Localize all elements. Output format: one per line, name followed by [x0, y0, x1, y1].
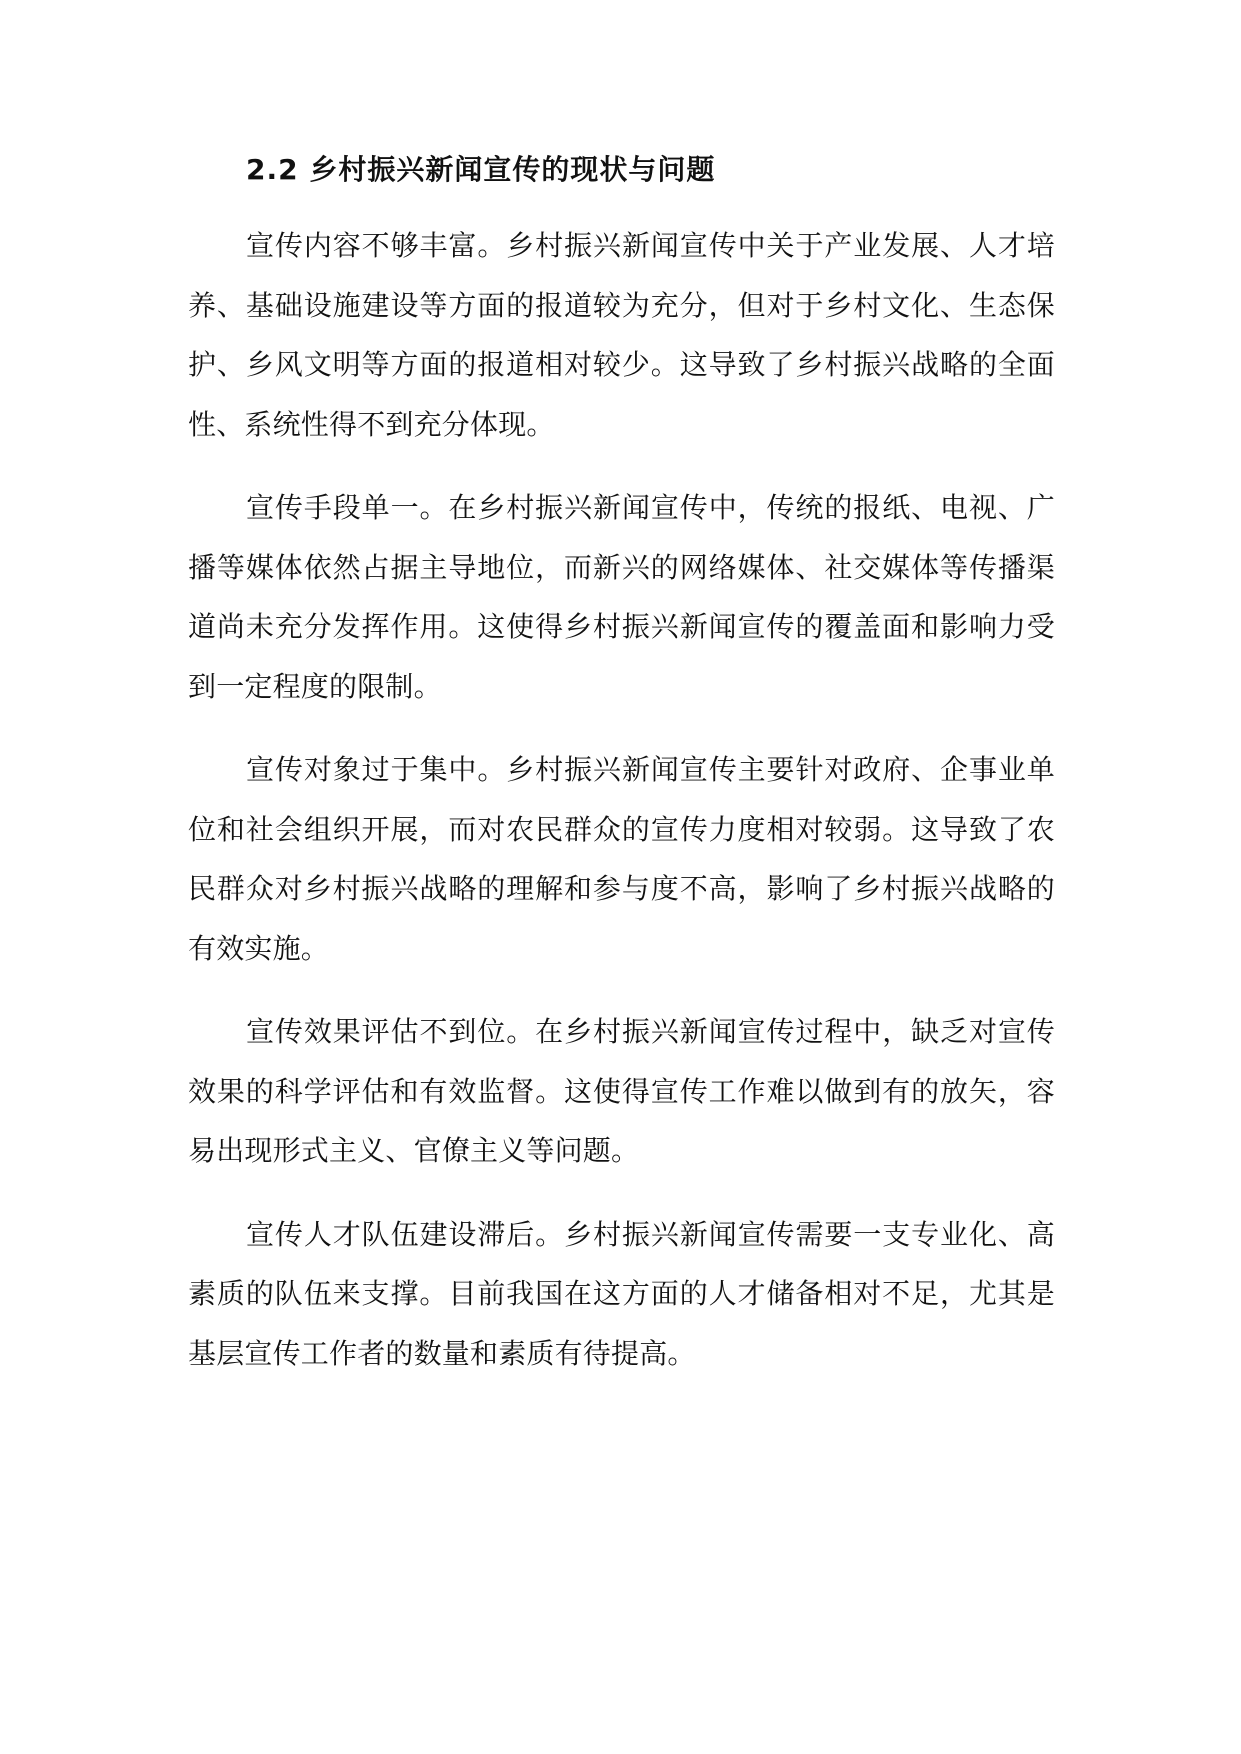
- paragraph-content-richness: 宣传内容不够丰富。乡村振兴新闻宣传中关于产业发展、人才培养、基础设施建设等方面的报道较为充分，但对于乡村文化、生态保护、乡风文明等方面的报道相对较少。这导致了乡村振兴战略的全面性、系统性得不到充分体现。: [188, 229, 1055, 441]
- paragraph-talent-team: 宣传人才队伍建设滞后。乡村振兴新闻宣传需要一支专业化、高素质的队伍来支撑。目前我国在这方面的人才储备相对不足，尤其是基层宣传工作者的数量和素质有待提高。: [188, 1217, 1055, 1370]
- paragraph-effect-evaluation: 宣传效果评估不到位。在乡村振兴新闻宣传过程中，缺乏对宣传效果的科学评估和有效监督。这使得宣传工作难以做到有的放矢，容易出现形式主义、官僚主义等问题。: [188, 1015, 1055, 1167]
- paragraph-concentrated-audience: 宣传对象过于集中。乡村振兴新闻宣传主要针对政府、企事业单位和社会组织开展，而对农民群众的宣传力度相对较弱。这导致了农民群众对乡村振兴战略的理解和参与度不高，影响了乡村振兴战略的有效实施。: [188, 753, 1055, 965]
- paragraph-single-means: 宣传手段单一。在乡村振兴新闻宣传中，传统的报纸、电视、广播等媒体依然占据主导地位，而新兴的网络媒体、社交媒体等传播渠道尚未充分发挥作用。这使得乡村振兴新闻宣传的覆盖面和影响力受到一定程度的限制。: [188, 491, 1055, 703]
- section-heading: 2.2 乡村振兴新闻宣传的现状与问题: [246, 153, 716, 186]
- document-body: [188, 146, 1055, 1407]
